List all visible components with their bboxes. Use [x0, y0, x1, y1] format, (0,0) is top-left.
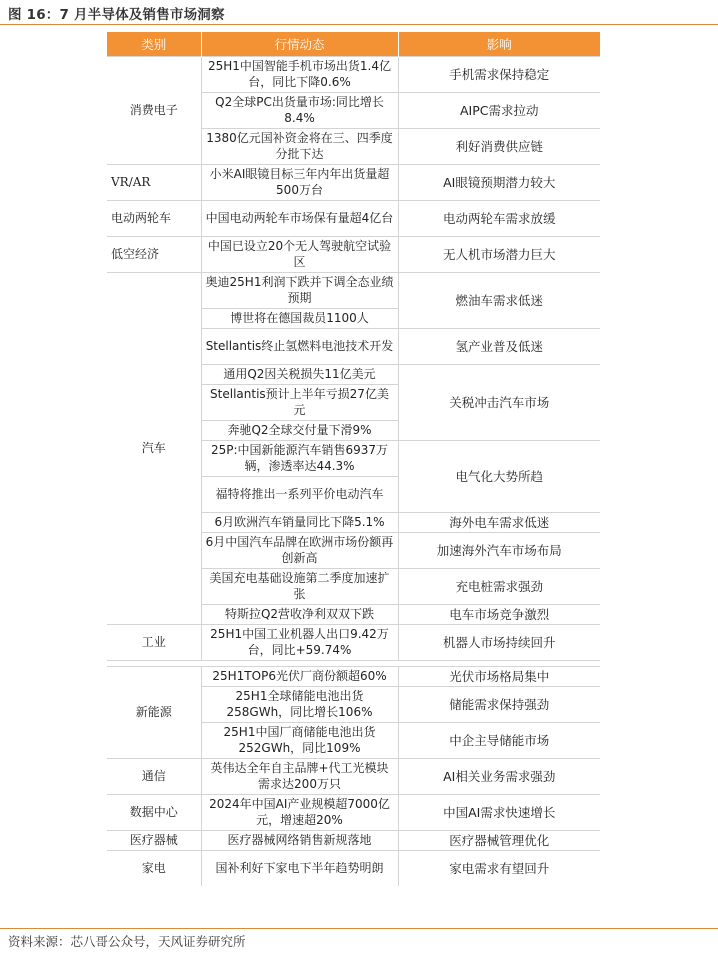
trend-cell: 奔驰Q2全球交付量下滑9% — [201, 421, 398, 441]
impact-cell: 电气化大势所趋 — [398, 441, 600, 513]
header-impact: 影响 — [398, 32, 600, 57]
header-trend: 行情动态 — [201, 32, 398, 57]
figure-title: 图 16：7 月半导体及销售市场洞察 — [8, 7, 225, 23]
impact-cell: AI相关业务需求强劲 — [398, 759, 600, 795]
table-header-row — [107, 32, 600, 57]
impact-cell: 家电需求有望回升 — [398, 851, 600, 887]
impact-cell: 电车市场竞争激烈 — [398, 605, 600, 625]
table-row — [107, 759, 600, 795]
impact-cell: 关税冲击汽车市场 — [398, 365, 600, 441]
title-divider — [0, 24, 718, 25]
trend-cell: 奥迪25H1利润下跌并下调全态业绩预期 — [201, 273, 398, 309]
category-cell: 汽车 — [107, 273, 201, 625]
table-row — [107, 851, 600, 887]
trend-cell: 英伟达全年自主品牌+代工光模块需求达200万只 — [201, 759, 398, 795]
trend-cell: 25H1中国智能手机市场出货1.4亿台，同比下降0.6% — [201, 57, 398, 93]
table-row — [107, 625, 600, 661]
category-cell: 医疗器械 — [107, 831, 201, 851]
trend-cell: Stellantis预计上半年亏损27亿美元 — [201, 385, 398, 421]
trend-cell: 6月欧洲汽车销量同比下降5.1% — [201, 513, 398, 533]
impact-cell: AIPC需求拉动 — [398, 93, 600, 129]
trend-cell: 25H1中国工业机器人出口9.42万台，同比+59.74% — [201, 625, 398, 661]
trend-cell: 25H1全球储能电池出货258GWh，同比增长106% — [201, 687, 398, 723]
table-row — [107, 165, 600, 201]
impact-cell: 中企主导储能市场 — [398, 723, 600, 759]
category-cell: 新能源 — [107, 667, 201, 759]
trend-cell: 6月中国汽车品牌在欧洲市场份额再创新高 — [201, 533, 398, 569]
category-cell: VR/AR — [107, 165, 201, 201]
table-row — [107, 795, 600, 831]
table-row — [107, 237, 600, 273]
impact-cell: 无人机市场潜力巨大 — [398, 237, 600, 273]
trend-cell: 1380亿元国补资金将在三、四季度分批下达 — [201, 129, 398, 165]
trend-cell: 博世将在德国裁员1100人 — [201, 309, 398, 329]
source-note: 资料来源：芯八哥公众号，天风证券研究所 — [8, 934, 246, 949]
table-row — [107, 57, 600, 93]
category-cell: 家电 — [107, 851, 201, 887]
trend-cell: 25H1TOP6光伏厂商份额超60% — [201, 667, 398, 687]
impact-cell: 海外电车需求低迷 — [398, 513, 600, 533]
trend-cell: 福特将推出一系列平价电动汽车 — [201, 477, 398, 513]
trend-cell: 通用Q2因关税损失11亿美元 — [201, 365, 398, 385]
trend-cell: 25H1中国厂商储能电池出货252GWh，同比109% — [201, 723, 398, 759]
impact-cell: 手机需求保持稳定 — [398, 57, 600, 93]
category-cell: 消费电子 — [107, 57, 201, 165]
header-category: 类别 — [107, 32, 201, 57]
trend-cell: 中国电动两轮车市场保有量超4亿台 — [201, 201, 398, 237]
table-row — [107, 273, 600, 309]
trend-cell: 医疗器械网络销售新规落地 — [201, 831, 398, 851]
trend-cell: Q2全球PC出货量市场:同比增长8.4% — [201, 93, 398, 129]
category-cell: 通信 — [107, 759, 201, 795]
impact-cell: 光伏市场格局集中 — [398, 667, 600, 687]
market-insight-table — [107, 32, 600, 886]
trend-cell: 2024年中国AI产业规模超7000亿元，增速超20% — [201, 795, 398, 831]
impact-cell: 氢产业普及低迷 — [398, 329, 600, 365]
impact-cell: 燃油车需求低迷 — [398, 273, 600, 329]
impact-cell: AI眼镜预期潜力较大 — [398, 165, 600, 201]
impact-cell: 加速海外汽车市场布局 — [398, 533, 600, 569]
category-cell: 低空经济 — [107, 237, 201, 273]
impact-cell: 医疗器械管理优化 — [398, 831, 600, 851]
impact-cell: 充电桩需求强劲 — [398, 569, 600, 605]
impact-cell: 机器人市场持续回升 — [398, 625, 600, 661]
trend-cell: 特斯拉Q2营收净利双双下跌 — [201, 605, 398, 625]
table-row — [107, 201, 600, 237]
table-row — [107, 831, 600, 851]
trend-cell: 小米AI眼镜目标三年内年出货量超500万台 — [201, 165, 398, 201]
trend-cell: 25P:中国新能源汽车销售6937万辆，渗透率达44.3% — [201, 441, 398, 477]
impact-cell: 电动两轮车需求放缓 — [398, 201, 600, 237]
trend-cell: 国补利好下家电下半年趋势明朗 — [201, 851, 398, 887]
category-cell: 数据中心 — [107, 795, 201, 831]
impact-cell: 储能需求保持强劲 — [398, 687, 600, 723]
footer-divider — [0, 928, 718, 929]
trend-cell: 美国充电基础设施第二季度加速扩张 — [201, 569, 398, 605]
trend-cell: Stellantis终止氢燃料电池技术开发 — [201, 329, 398, 365]
impact-cell: 利好消费供应链 — [398, 129, 600, 165]
category-cell: 工业 — [107, 625, 201, 661]
impact-cell: 中国AI需求快速增长 — [398, 795, 600, 831]
category-cell: 电动两轮车 — [107, 201, 201, 237]
table-row — [107, 667, 600, 687]
trend-cell: 中国已设立20个无人驾驶航空试验区 — [201, 237, 398, 273]
